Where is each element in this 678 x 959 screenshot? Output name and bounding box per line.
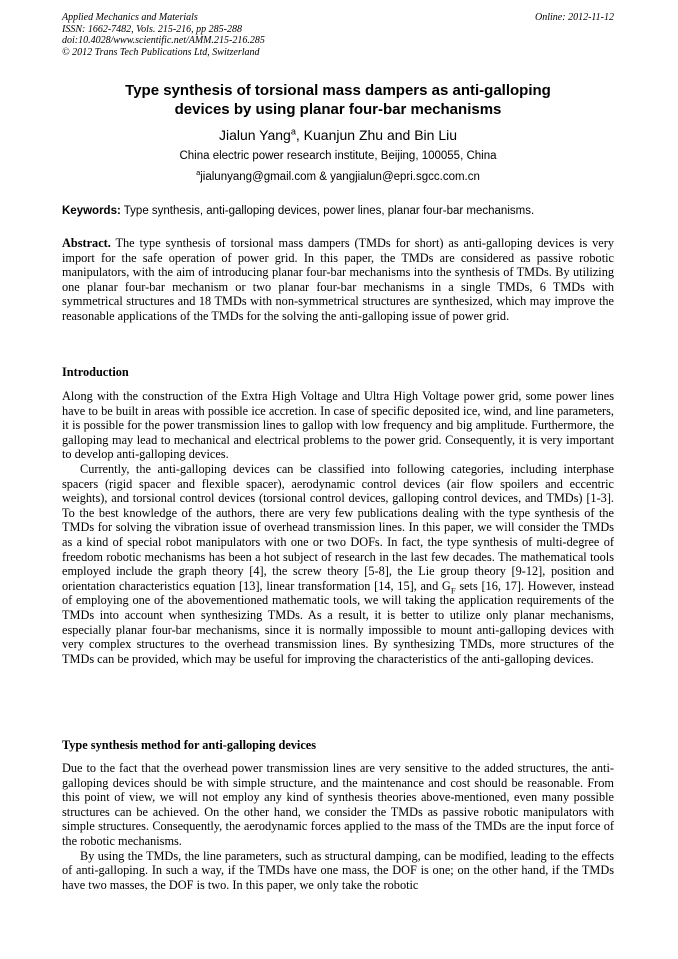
method-paragraph-2: By using the TMDs, the line parameters, such as structural damping, can be modified, leading to the effects of anti-galloping. In such a way, if the TMDs have one mass, the DOF is one; on the other hand, if the TMDs have two masses, the DOF is two. In this paper, we only take the robotic: [62, 848, 614, 892]
abstract-label: Abstract.: [62, 236, 111, 250]
abstract: [62, 236, 614, 324]
keywords: [62, 204, 614, 219]
title-line-1: Type synthesis of torsional mass dampers as anti-galloping: [125, 82, 551, 99]
method-paragraph-1: Due to the fact that the overhead power transmission lines are very sensitive to the added structures, the anti-galloping devices should be with simple structure, and the maintenance and cost should be reasonable. From this point of view, we will not employ any kind of synthesis theories above-mentioned, even many possible structures can be achieved. On the other hand, we consider the TMDs as passive robotic manipulators with simple structures. Consequently, the aerodynamic forces applied to the mass of the TMDs are the input force of the robotic mechanisms.: [62, 761, 614, 848]
email-marker: a: [196, 168, 201, 178]
method-body: [62, 761, 614, 892]
author-email: [62, 170, 614, 185]
author-rest: , Kuanjun Zhu and Bin Liu: [295, 127, 458, 143]
intro-p2-part-a: Currently, the anti-galloping devices can be classified into following categories, including interphase spacers (rigid spacer and flexible spacer), aerodynamic control devices (air flow spoilers and eccentric weights), and torsional control devices (torsional control devices, galloping control devices, and TMDs) [1-3]. To the best knowledge of the authors, there are very few publications dealing with the type synthesis of the TMDs for solving the vibration issue of overhead transmission lines. In this paper, we will consider the TMDs as a kind of special robot manipulators with one or two DOFs. In fact, the type synthesis of multi-degree of freedom robotic mechanisms has been a hot subject of research in the last few decades. The mathematical tools employed include the graph theory [4], the screw theory [5-8], the Lie group theory [9-12], position and orientation characteristics equation [13], linear transformation [14, 15], and G: [62, 461, 614, 593]
abstract-text: The type synthesis of torsional mass dampers (TMDs for short) as anti-galloping devices is very import for the safe operation of power grid. In this paper, the TMDs are considered as passive robotic manipulators, with the aim of introducing planar four-bar mechanisms into the synthesis of TMDs. By utilizing one planar four-bar mechanism or two planar four-bar mechanisms in a single TMDs, 6 TMDs with symmetrical structures and 18 TMDs with non-symmetrical structures are synthesized, which may improve the reasonable applications of the TMDs for the solving the anti-galloping issue of power grid.: [62, 236, 614, 323]
affiliation: China electric power research institute, Beijing, 100055, China: [179, 150, 497, 162]
section-heading-introduction: Introduction: [62, 365, 129, 379]
author-list: [62, 126, 614, 144]
keywords-text: Type synthesis, anti-galloping devices, power lines, planar four-bar mechanisms.: [120, 205, 535, 217]
intro-p2-part-b: sets [16, 17]. However, instead of employing one of the abovementioned mathematic tools, we will taking the application requirements of the TMDs into account when synthesizing TMDs. As a result, it is better to utilize only planar mechanisms, especially planar four-bar mechanisms, since it is normally impossible to mount anti-galloping devices with very complex structures to the overhead transmission lines. By synthesizing TMDs, more structures of the TMDs can be provided, which may be useful for improving the characteristics of the anti-galloping devices.: [62, 578, 614, 666]
author-first: Jialun Yang: [218, 127, 291, 143]
keywords-label: Keywords:: [62, 205, 121, 217]
intro-paragraph-2: [62, 462, 614, 666]
journal-name: Applied Mechanics and Materials: [62, 12, 198, 23]
journal-header: [62, 12, 614, 58]
author-first-marker: a: [290, 126, 296, 137]
online-date: Online: 2012-11-12: [535, 12, 614, 23]
section-heading-method: Type synthesis method for anti-galloping devices: [62, 738, 317, 752]
intro-p2-subscript: F: [450, 585, 456, 596]
journal-issn: ISSN: 1662-7482, Vols. 215-216, pp 285-288: [62, 23, 242, 35]
journal-copyright: © 2012 Trans Tech Publications Ltd, Switzerland: [62, 46, 260, 58]
introduction-body: [62, 389, 614, 666]
intro-paragraph-1: Along with the construction of the Extra High Voltage and Ultra High Voltage power grid, some power lines have to be built in areas with possible ice accretion. In case of specific deposited ice, wind, and line parameters, it is possible for the power transmission lines to gallop with low frequency and big amplitude. Furthermore, the galloping may lead to mechanical and electrical problems to the power grid. Consequently, it is very important to develop anti-galloping devices.: [62, 389, 614, 462]
paper-title: [62, 81, 614, 119]
title-line-2: devices by using planar four-bar mechanisms: [174, 101, 502, 118]
journal-doi: doi:10.4028/www.scientific.net/AMM.215-216.285: [62, 35, 265, 46]
email-text: jialunyang@gmail.com & yangjialun@epri.sgcc.com.cn: [200, 171, 480, 183]
